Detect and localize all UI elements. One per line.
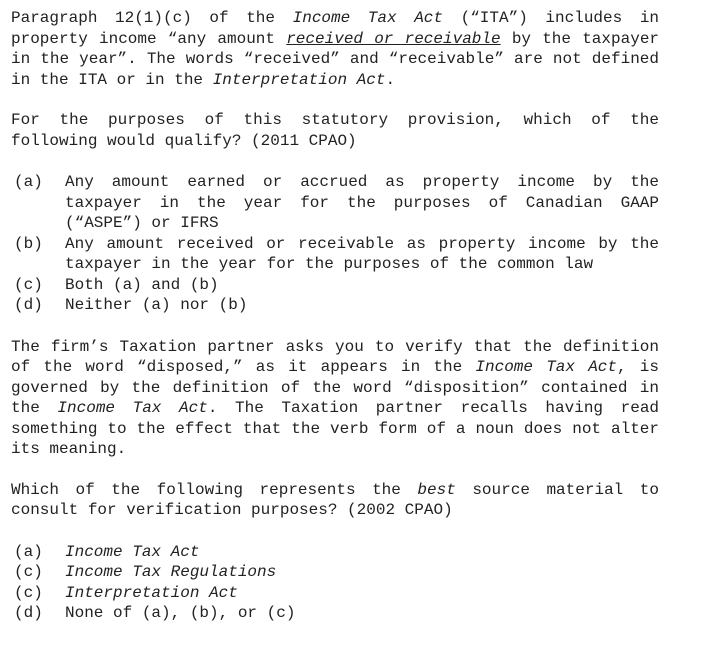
q1-option-d[interactable] <box>11 295 659 316</box>
q1-question: For the purposes of this statutory provision, which of the following would qualify? (2011 CPAO) <box>11 111 659 150</box>
q1-options <box>11 172 659 316</box>
q1-act-title: Income Tax Act <box>292 9 444 27</box>
option-letter: (c) <box>14 563 43 581</box>
q1-interpretation-act-title: Interpretation Act <box>212 70 386 89</box>
q1-option-a[interactable] <box>11 172 659 234</box>
option-letter: (b) <box>14 234 43 253</box>
document <box>11 8 659 645</box>
q2-intro-text-2: , is governed by the definition of the word “disposition” contained in the <box>11 358 659 417</box>
q2-question-text-1: Which of the following represents the <box>11 480 418 499</box>
option-text: Interpretation Act <box>65 583 238 602</box>
option-text: Neither (a) nor (b) <box>65 296 248 314</box>
option-letter: (c) <box>14 583 43 602</box>
q2-option-d[interactable] <box>11 603 659 624</box>
q2-intro-paragraph <box>11 337 659 460</box>
option-text: Any amount earned or accrued as property income by the taxpayer in the year for the purposes of Canadian GAAP (“ASPE”) or IFRS <box>65 173 659 232</box>
option-text: Both (a) and (b) <box>65 275 219 294</box>
q1-received-phrase: received or receivable <box>286 29 501 48</box>
option-letter: (d) <box>14 604 43 622</box>
option-letter: (a) <box>14 542 43 561</box>
q2-act-title-1: Income Tax Act <box>475 358 617 376</box>
q2-intro-text-3: . The Taxation partner recalls having read something to the effect that the verb form of a noun does not alter its meaning. <box>11 399 660 458</box>
q1-option-c[interactable] <box>11 275 659 296</box>
q2-option-b[interactable] <box>11 562 659 583</box>
q1-intro-paragraph <box>11 8 659 90</box>
option-letter: (d) <box>14 296 43 314</box>
q1-option-b[interactable] <box>11 234 659 275</box>
option-text: None of (a), (b), or (c) <box>65 604 296 622</box>
option-letter: (c) <box>14 275 43 294</box>
q2-question-best: best <box>417 480 456 499</box>
q2-option-a[interactable] <box>11 542 659 563</box>
q1-intro-text-1: Paragraph 12(1)(c) of the <box>11 9 293 27</box>
option-letter: (a) <box>14 173 43 191</box>
q2-intro-text-1: The firm’s Taxation partner asks you to verify that the definition of the word “disposed,” as it appears in the <box>11 337 659 376</box>
option-text: Income Tax Act <box>65 542 200 561</box>
q2-option-c[interactable] <box>11 583 659 604</box>
q1-intro-text-2: (“ITA”) includes in property income “any amount <box>11 9 660 48</box>
q1-intro-text-4: . <box>385 70 396 89</box>
q2-options <box>11 542 659 624</box>
option-text: Income Tax Regulations <box>65 563 277 581</box>
q2-question-text-2: source material to consult for verification purposes? (2002 CPAO) <box>11 480 659 519</box>
q2-act-title-2: Income Tax Act <box>57 399 208 417</box>
option-text: Any amount received or receivable as property income by the taxpayer in the year for the purposes of the common law <box>65 234 659 273</box>
q1-intro-text-3: by the taxpayer in the year”. The words “received” and “receivable” are not defined in the ITA or in the <box>11 29 660 89</box>
q2-question <box>11 480 659 521</box>
